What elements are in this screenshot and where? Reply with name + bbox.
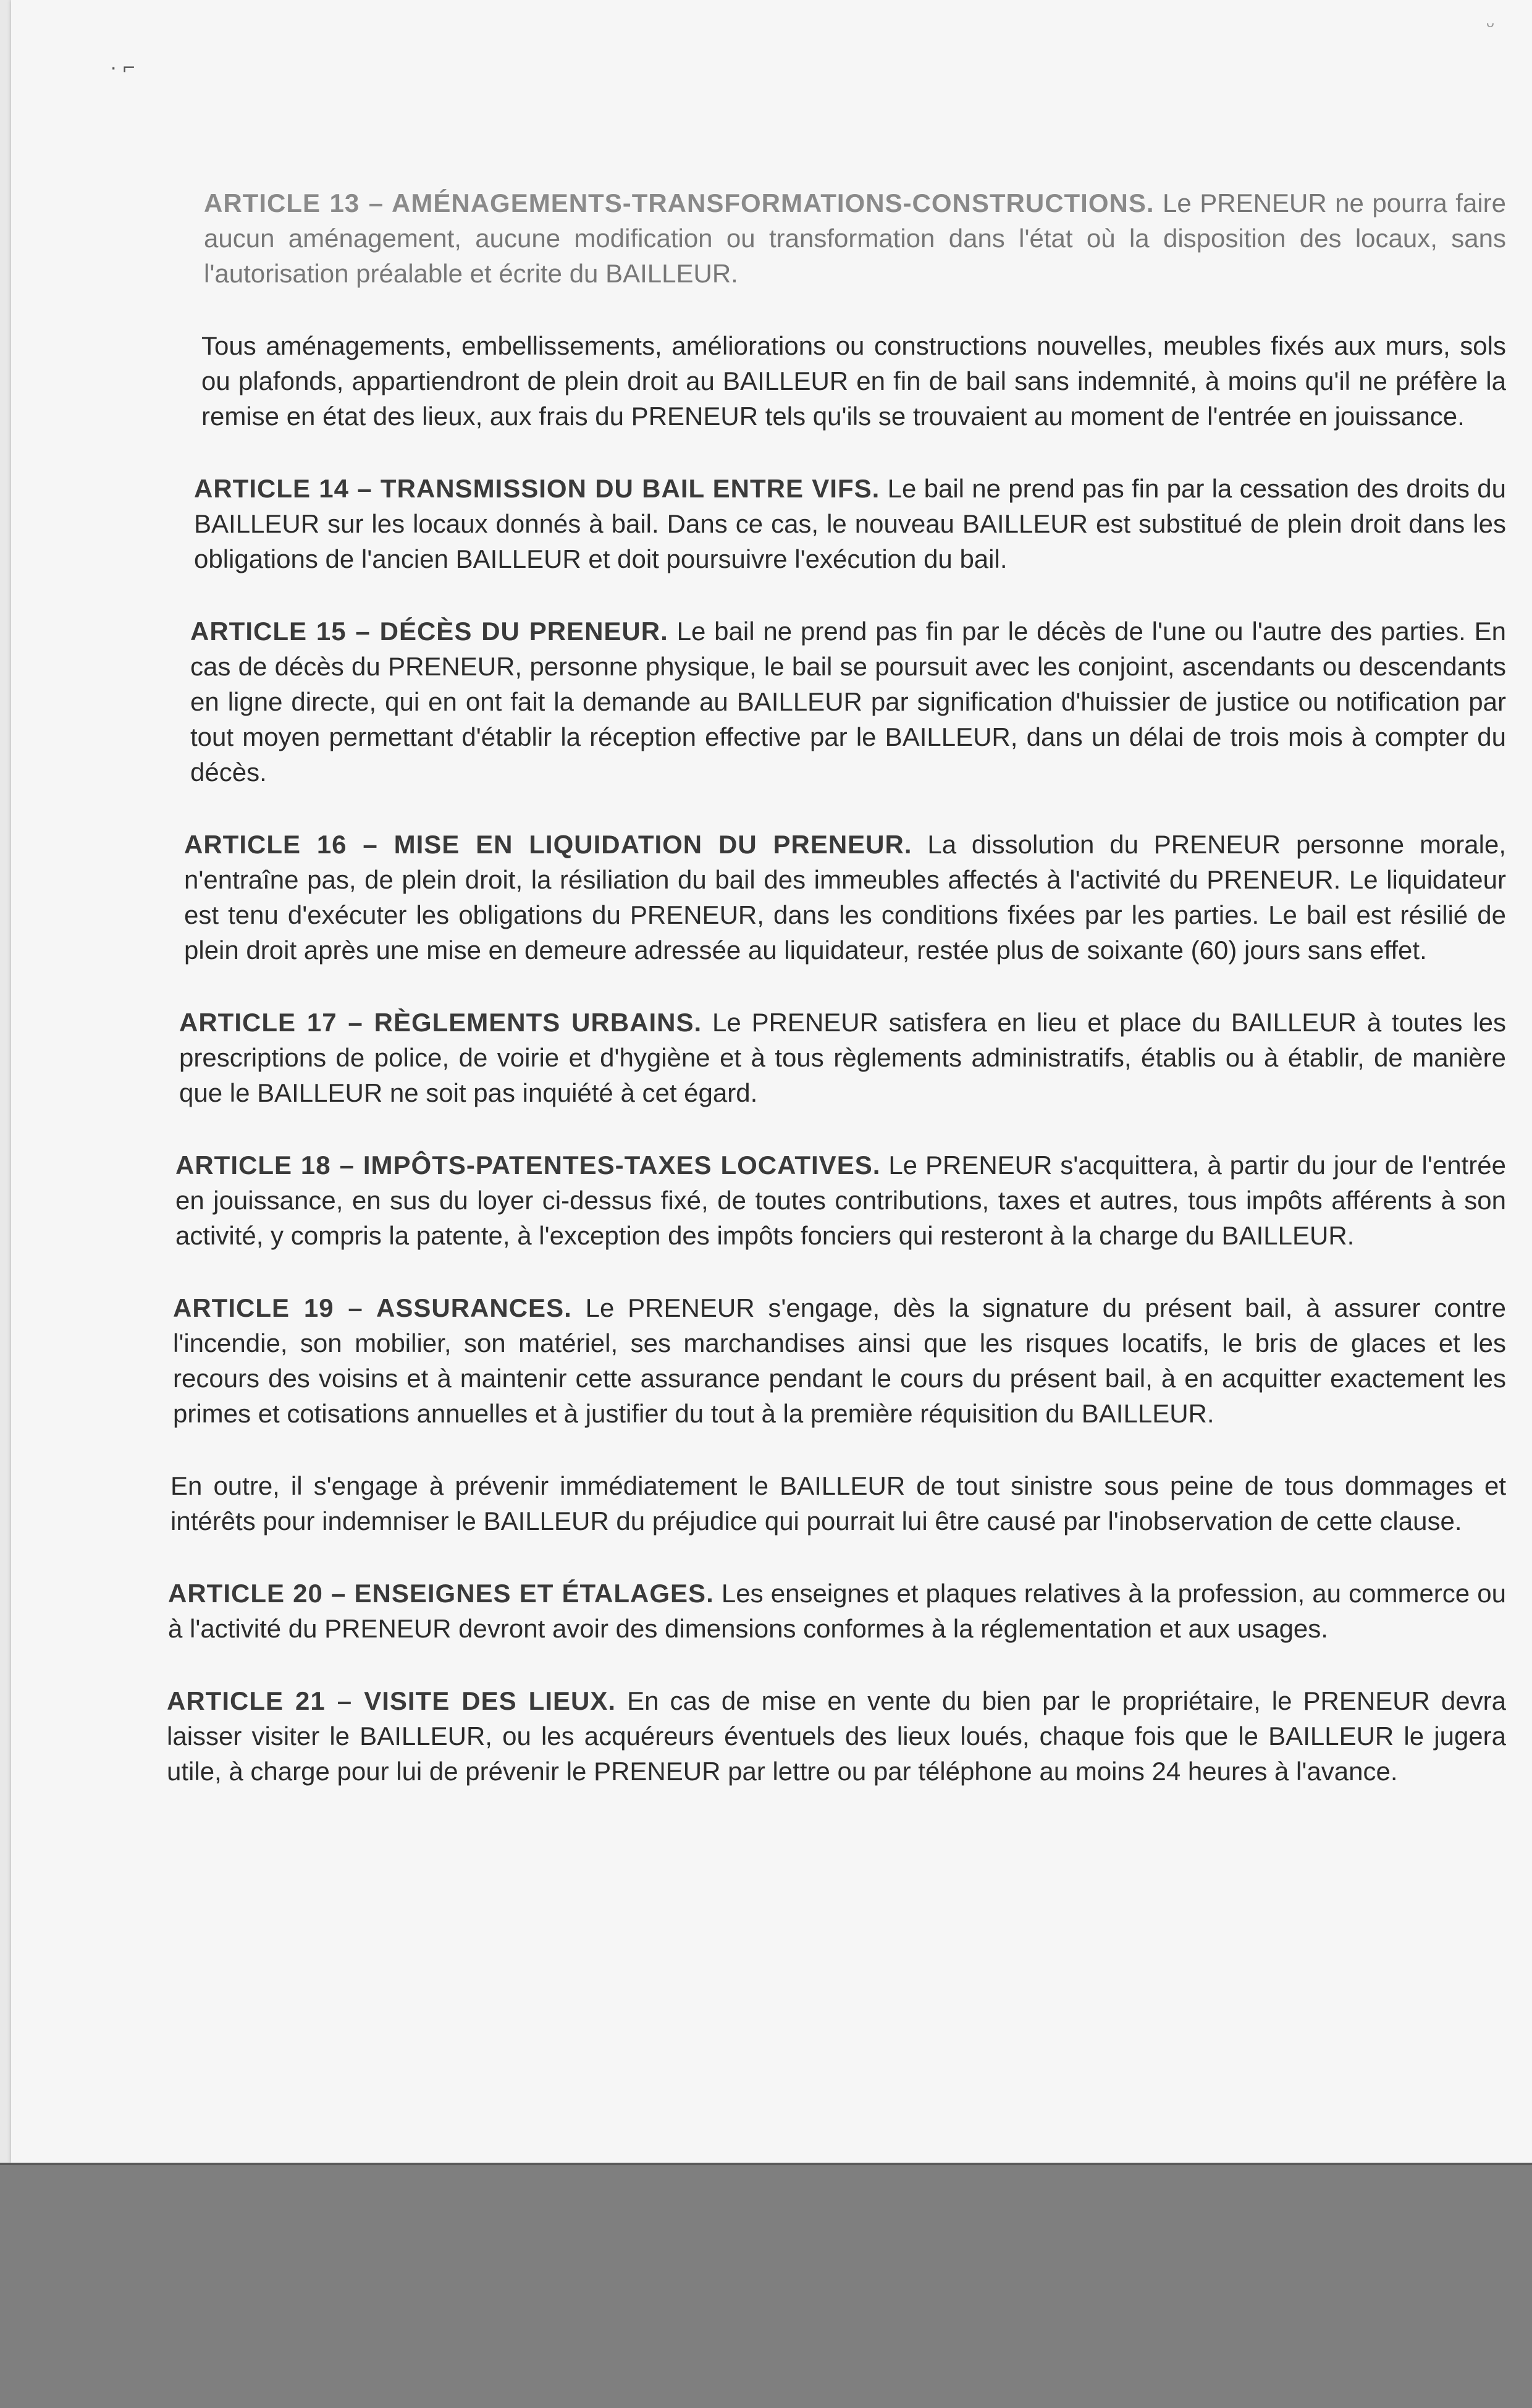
article-15-text: Le bail ne prend pas fin par le décès de l'une ou l'autre des parties. En cas de décès du PRENEUR, personne physique, le bail se poursuit avec les conjoint, ascendants ou descendants en ligne directe, qui en ont fait la demande au BAILLEUR par signification d'huissier de justice ou notification par tout moyen permettant d'établir la réception effective par le BAILLEUR, dans un délai de trois mois à compter du décès. <box>190 617 1506 787</box>
article-20 <box>168 1576 1506 1646</box>
article-16-heading: ARTICLE 16 – MISE EN LIQUIDATION DU PRENEUR. <box>184 830 912 859</box>
article-21-heading: ARTICLE 21 – VISITE DES LIEUX. <box>167 1686 617 1715</box>
article-17-text: Le PRENEUR satisfera en lieu et place du BAILLEUR à toutes les prescriptions de police, de voirie et d'hygiène et à tous règlements administratifs, établis ou à établir, de manière que le BAILLEUR ne soit pas inquiété à cet égard. <box>179 1008 1506 1107</box>
article-18 <box>175 1147 1506 1253</box>
article-16 <box>184 827 1506 968</box>
article-13-continuation-text: Tous aménagements, embellissements, améliorations ou constructions nouvelles, meubles fixés aux murs, sols ou plafonds, appartiendront de plein droit au BAILLEUR en fin de bail sans indemnité, à moins qu'il ne préfère la remise en état des lieux, aux frais du PRENEUR tels qu'ils se trouvaient au moment de l'entrée en jouissance. <box>201 331 1506 431</box>
article-16-text: La dissolution du PRENEUR personne morale, n'entraîne pas, de plein droit, la résiliation du bail des immeubles affectés à l'activité du PRENEUR. Le liquidateur est tenu d'exécuter les obligations du PRENEUR, dans les conditions fixées par les parties. Le bail est résilié de plein droit après une mise en demeure adressée au liquidateur, restée plus de soixante (60) jours sans effet. <box>184 830 1506 965</box>
scan-margin <box>0 0 11 2163</box>
page-bottom-edge <box>0 2163 1532 2165</box>
article-17-heading: ARTICLE 17 – RÈGLEMENTS URBAINS. <box>179 1008 702 1037</box>
article-20-text: Les enseignes et plaques relatives à la profession, au commerce ou à l'activité du PRENEUR devront avoir des dimensions conformes à la réglementation et aux usages. <box>168 1579 1507 1643</box>
article-14-heading: ARTICLE 14 – TRANSMISSION DU BAIL ENTRE VIFS. <box>194 474 880 503</box>
article-18-heading: ARTICLE 18 – IMPÔTS-PATENTES-TAXES LOCATIVES. <box>175 1151 881 1180</box>
scan-speck: · ⌐ <box>110 56 135 79</box>
article-13-continuation <box>201 328 1506 434</box>
article-13-text: Le PRENEUR ne pourra faire aucun aménagement, aucune modification ou transformation dans l'état où la disposition des locaux, sans l'autorisation préalable et écrite du BAILLEUR. <box>204 188 1506 288</box>
article-19 <box>173 1290 1506 1431</box>
article-17 <box>179 1005 1506 1110</box>
article-14 <box>194 471 1506 577</box>
article-21 <box>167 1683 1506 1789</box>
corner-mark: ᵕ <box>1486 14 1494 37</box>
article-19-continuation-text: En outre, il s'engage à prévenir immédiatement le BAILLEUR de tout sinistre sous peine de tous dommages et intérêts pour indemniser le BAILLEUR du préjudice qui pourrait lui être causé par l'inobservation de cette clause. <box>170 1471 1506 1536</box>
article-13-heading: ARTICLE 13 – AMÉNAGEMENTS-TRANSFORMATIONS-CONSTRUCTIONS. <box>204 188 1155 218</box>
article-19-heading: ARTICLE 19 – ASSURANCES. <box>173 1293 572 1322</box>
article-20-heading: ARTICLE 20 – ENSEIGNES ET ÉTALAGES. <box>168 1579 714 1608</box>
article-13 <box>204 185 1506 291</box>
article-19-text: Le PRENEUR s'engage, dès la signature du présent bail, à assurer contre l'incendie, son mobilier, son matériel, ses marchandises ainsi que les risques locatifs, le bris de glaces et les recours des voisins et à maintenir cette assurance pendant le cours du présent bail, à en acquitter exactement les primes et cotisations annuelles et à justifier du tout à la première réquisition du BAILLEUR. <box>173 1293 1506 1428</box>
article-19-continuation <box>170 1468 1506 1539</box>
article-18-text: Le PRENEUR s'acquittera, à partir du jour de l'entrée en jouissance, en sus du loyer ci-dessus fixé, de toutes contributions, taxes et autres, tous impôts afférents à son activité, y compris la patente, à l'exception des impôts fonciers qui resteront à la charge du BAILLEUR. <box>175 1151 1506 1250</box>
article-21-text: En cas de mise en vente du bien par le propriétaire, le PRENEUR devra laisser visiter le BAILLEUR, ou les acquéreurs éventuels des lieux loués, chaque fois que le BAILLEUR le jugera utile, à charge pour lui de prévenir le PRENEUR par lettre ou par téléphone au moins 24 heures à l'avance. <box>167 1686 1506 1786</box>
article-15-heading: ARTICLE 15 – DÉCÈS DU PRENEUR. <box>190 617 668 646</box>
article-14-text: Le bail ne prend pas fin par la cessation des droits du BAILLEUR sur les locaux donnés à bail. Dans ce cas, le nouveau BAILLEUR est substitué de plein droit dans les obligations de l'ancien BAILLEUR et doit poursuivre l'exécution du bail. <box>194 474 1506 573</box>
article-15 <box>190 614 1506 790</box>
document-body <box>166 185 1506 1826</box>
